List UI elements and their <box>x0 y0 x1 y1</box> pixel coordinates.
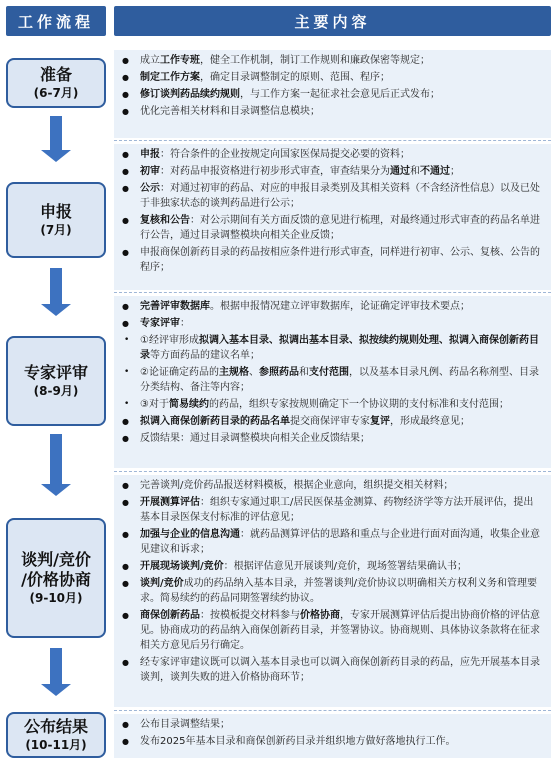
header-workflow: 工作流程 <box>6 6 106 36</box>
stage-publish <box>6 712 106 758</box>
list-item: ● 申报：符合条件的企业按规定向国家医保局提交必要的资料； <box>120 147 543 162</box>
panel-expert-review <box>114 296 551 468</box>
list-item: • ③对于简易续约的药品，组织专家按规则确定下一个协议期的支付标准和支付范围； <box>120 397 543 412</box>
stage-date: (6-7月) <box>33 85 79 100</box>
list-item: ● 初审：对药品申报资格进行初步形式审查，审查结果分为通过和不通过； <box>120 164 543 179</box>
list-item: ● 公示：对通过初审的药品、对应的申报目录类别及其相关资料（不含经济性信息）以及已处于非独家状态的谈判药品进行公示； <box>120 181 543 211</box>
stage-date: (7月) <box>40 222 72 237</box>
list-item: ● 谈判/竞价成功的药品纳入基本目录，并签署谈判/竞价协议以明确相关方权利义务和管理要求。简易续约的药品同期签署续约协议。 <box>120 576 543 606</box>
list-item: ● 制定工作方案，确定目录调整制定的原则、范围、程序； <box>120 70 543 85</box>
list-item: ● 发布2025年基本目录和商保创新药目录并组织地方做好落地执行工作。 <box>120 734 543 749</box>
stage-title: 公布结果 <box>23 716 88 736</box>
stage-date: (8-9月) <box>33 383 79 398</box>
list-item: • ①经评审形成拟调入基本目录、拟调出基本目录、拟按续约规则处理、拟调入商保创新药目录等方面药品的建议名单； <box>120 333 543 363</box>
list-item: ● 加强与企业的信息沟通：就药品测算评估的思路和重点与企业进行面对面沟通，收集企业意见建议和诉求； <box>120 527 543 557</box>
stage-negotiation <box>6 518 106 638</box>
header-content: 主要内容 <box>114 6 551 36</box>
down-arrow-icon <box>41 648 71 698</box>
list-item: ● 完善评审数据库。根据申报情况建立评审数据库，论证确定评审技术要点； <box>120 299 543 314</box>
stage-apply <box>6 182 106 258</box>
list-item: ● 开展测算评估：组织专家通过职工/居民医保基金测算、药物经济学等方法开展评估，提出基本目录医保支付标准的评估意见； <box>120 495 543 525</box>
list-item: ● 完善谈判/竞价药品报送材料模板，根据企业意向，组织提交相关材料； <box>120 478 543 493</box>
list-item: ● 申报商保创新药目录的药品按相应条件进行形式审查，同样进行初审、公示、复核、公告的程序； <box>120 245 543 275</box>
down-arrow-icon <box>41 268 71 318</box>
list-item: ● 开展现场谈判/竞价：根据评估意见开展谈判/竞价，现场签署结果确认书； <box>120 559 543 574</box>
stage-prepare <box>6 58 106 108</box>
list-item: ● 专家评审： <box>120 316 543 331</box>
stage-expert-review <box>6 336 106 426</box>
stage-date: (9-10月) <box>29 590 83 605</box>
list-item: ● 复核和公告：对公示期间有关方面反馈的意见进行梳理，对最终通过形式审查的药品名单进行公告，通过目录调整模块向相关企业反馈； <box>120 213 543 243</box>
list-item: ● 修订谈判药品续约规则，与工作方案一起征求社会意见后正式发布； <box>120 87 543 102</box>
list-item: ● 商保创新药品：按模板提交材料参与价格协商，专家开展测算评估后提出协商价格的评估意见。协商成功的药品纳入商保创新药目录，并签署协议。协商规则、具体协议条款将在征求相关方意见后另行确定。 <box>120 608 543 653</box>
stage-title: 申报 <box>39 201 72 221</box>
stage-date: (10-11月) <box>25 737 87 752</box>
panel-negotiation <box>114 475 551 707</box>
stage-title: 谈判/竞价 /价格协商 <box>21 549 91 589</box>
list-item: ● 公布目录调整结果； <box>120 717 543 732</box>
panel-publish <box>114 714 551 758</box>
list-item: ● 拟调入商保创新药目录的药品名单提交商保评审专家复评，形成最终意见； <box>120 414 543 429</box>
down-arrow-icon <box>41 434 71 498</box>
down-arrow-icon <box>41 116 71 164</box>
list-item: ● 优化完善相关材料和目录调整信息模块； <box>120 104 543 119</box>
stage-title: 准备 <box>39 64 72 84</box>
panel-apply <box>114 144 551 290</box>
list-item: • ②论证确定药品的主规格、参照药品和支付范围，以及基本目录凡例、药品名称剂型、目录分类结构、备注等内容； <box>120 365 543 395</box>
stage-title: 专家评审 <box>23 362 88 382</box>
list-item: ● 经专家评审建议既可以调入基本目录也可以调入商保创新药目录的药品，应先开展基本目录谈判，谈判失败的进入价格协商环节； <box>120 655 543 685</box>
list-item: ● 成立工作专班，健全工作机制，制订工作规则和廉政保密等规定； <box>120 53 543 68</box>
panel-prepare <box>114 50 551 138</box>
list-item: ● 反馈结果：通过目录调整模块向相关企业反馈结果； <box>120 431 543 446</box>
